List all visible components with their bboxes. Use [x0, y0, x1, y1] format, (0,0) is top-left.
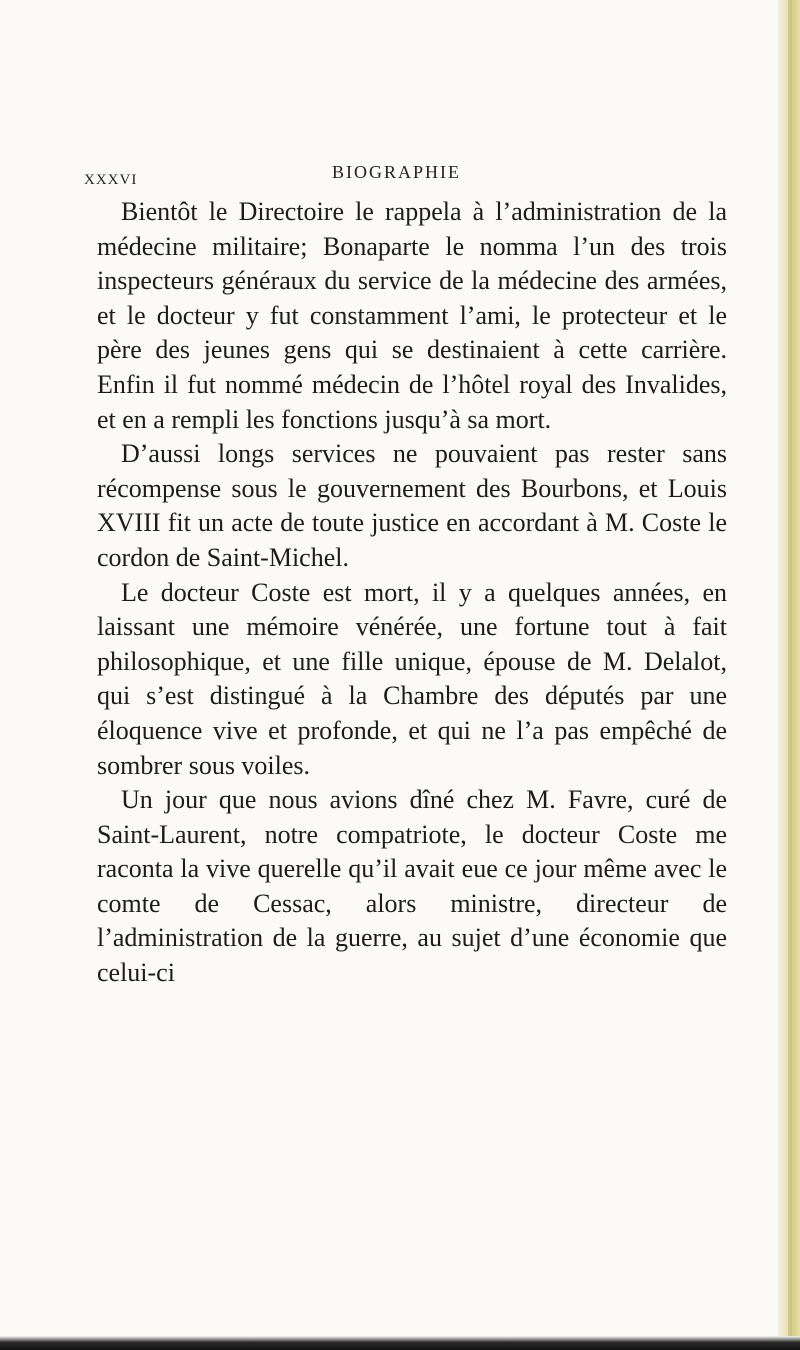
body-text: [97, 195, 727, 991]
page-number: XXXVI: [84, 172, 138, 188]
page-bottom-edge: [0, 1336, 800, 1350]
paragraph: Le docteur Coste est mort, il y a quelques années, en laissant une mémoire vénérée, une fortune tout à fait philosophique, et une fille unique, épouse de M. Delalot, qui s’est distingué à la Chambre des députés par une éloquence vive et profonde, et qui ne l’a pas empêché de sombrer sous voiles.: [97, 577, 727, 780]
page-edge-line: [788, 0, 792, 1350]
paragraph: D’aussi longs services ne pouvaient pas rester sans récompense sous le gouvernement des Bourbons, et Louis XVIII fit un acte de toute justice en accordant à M. Coste le cordon de Saint-Michel.: [97, 439, 727, 572]
running-title: BIOGRAPHIE: [332, 162, 462, 182]
paragraph: Un jour que nous avions dîné chez M. Favre, curé de Saint-Laurent, notre compatriote, le docteur Coste me raconta la vive querelle qu’il avait eue ce jour même avec le comte de Cessac, alors ministre, directeur de l’administration de la guerre, au sujet d’une économie que celui-ci: [97, 785, 727, 988]
paragraph: Bientôt le Directoire le rappela à l’administration de la médecine militaire; Bonaparte le nomma l’un des trois inspecteurs généraux du service de la médecine des armées, et le docteur y fut constamment l’ami, le protecteur et le père des jeunes gens qui se destinaient à cette carrière. Enfin il fut nommé médecin de l’hôtel royal des Invalides, et en a rempli les fonctions jusqu’à sa mort.: [97, 197, 727, 434]
